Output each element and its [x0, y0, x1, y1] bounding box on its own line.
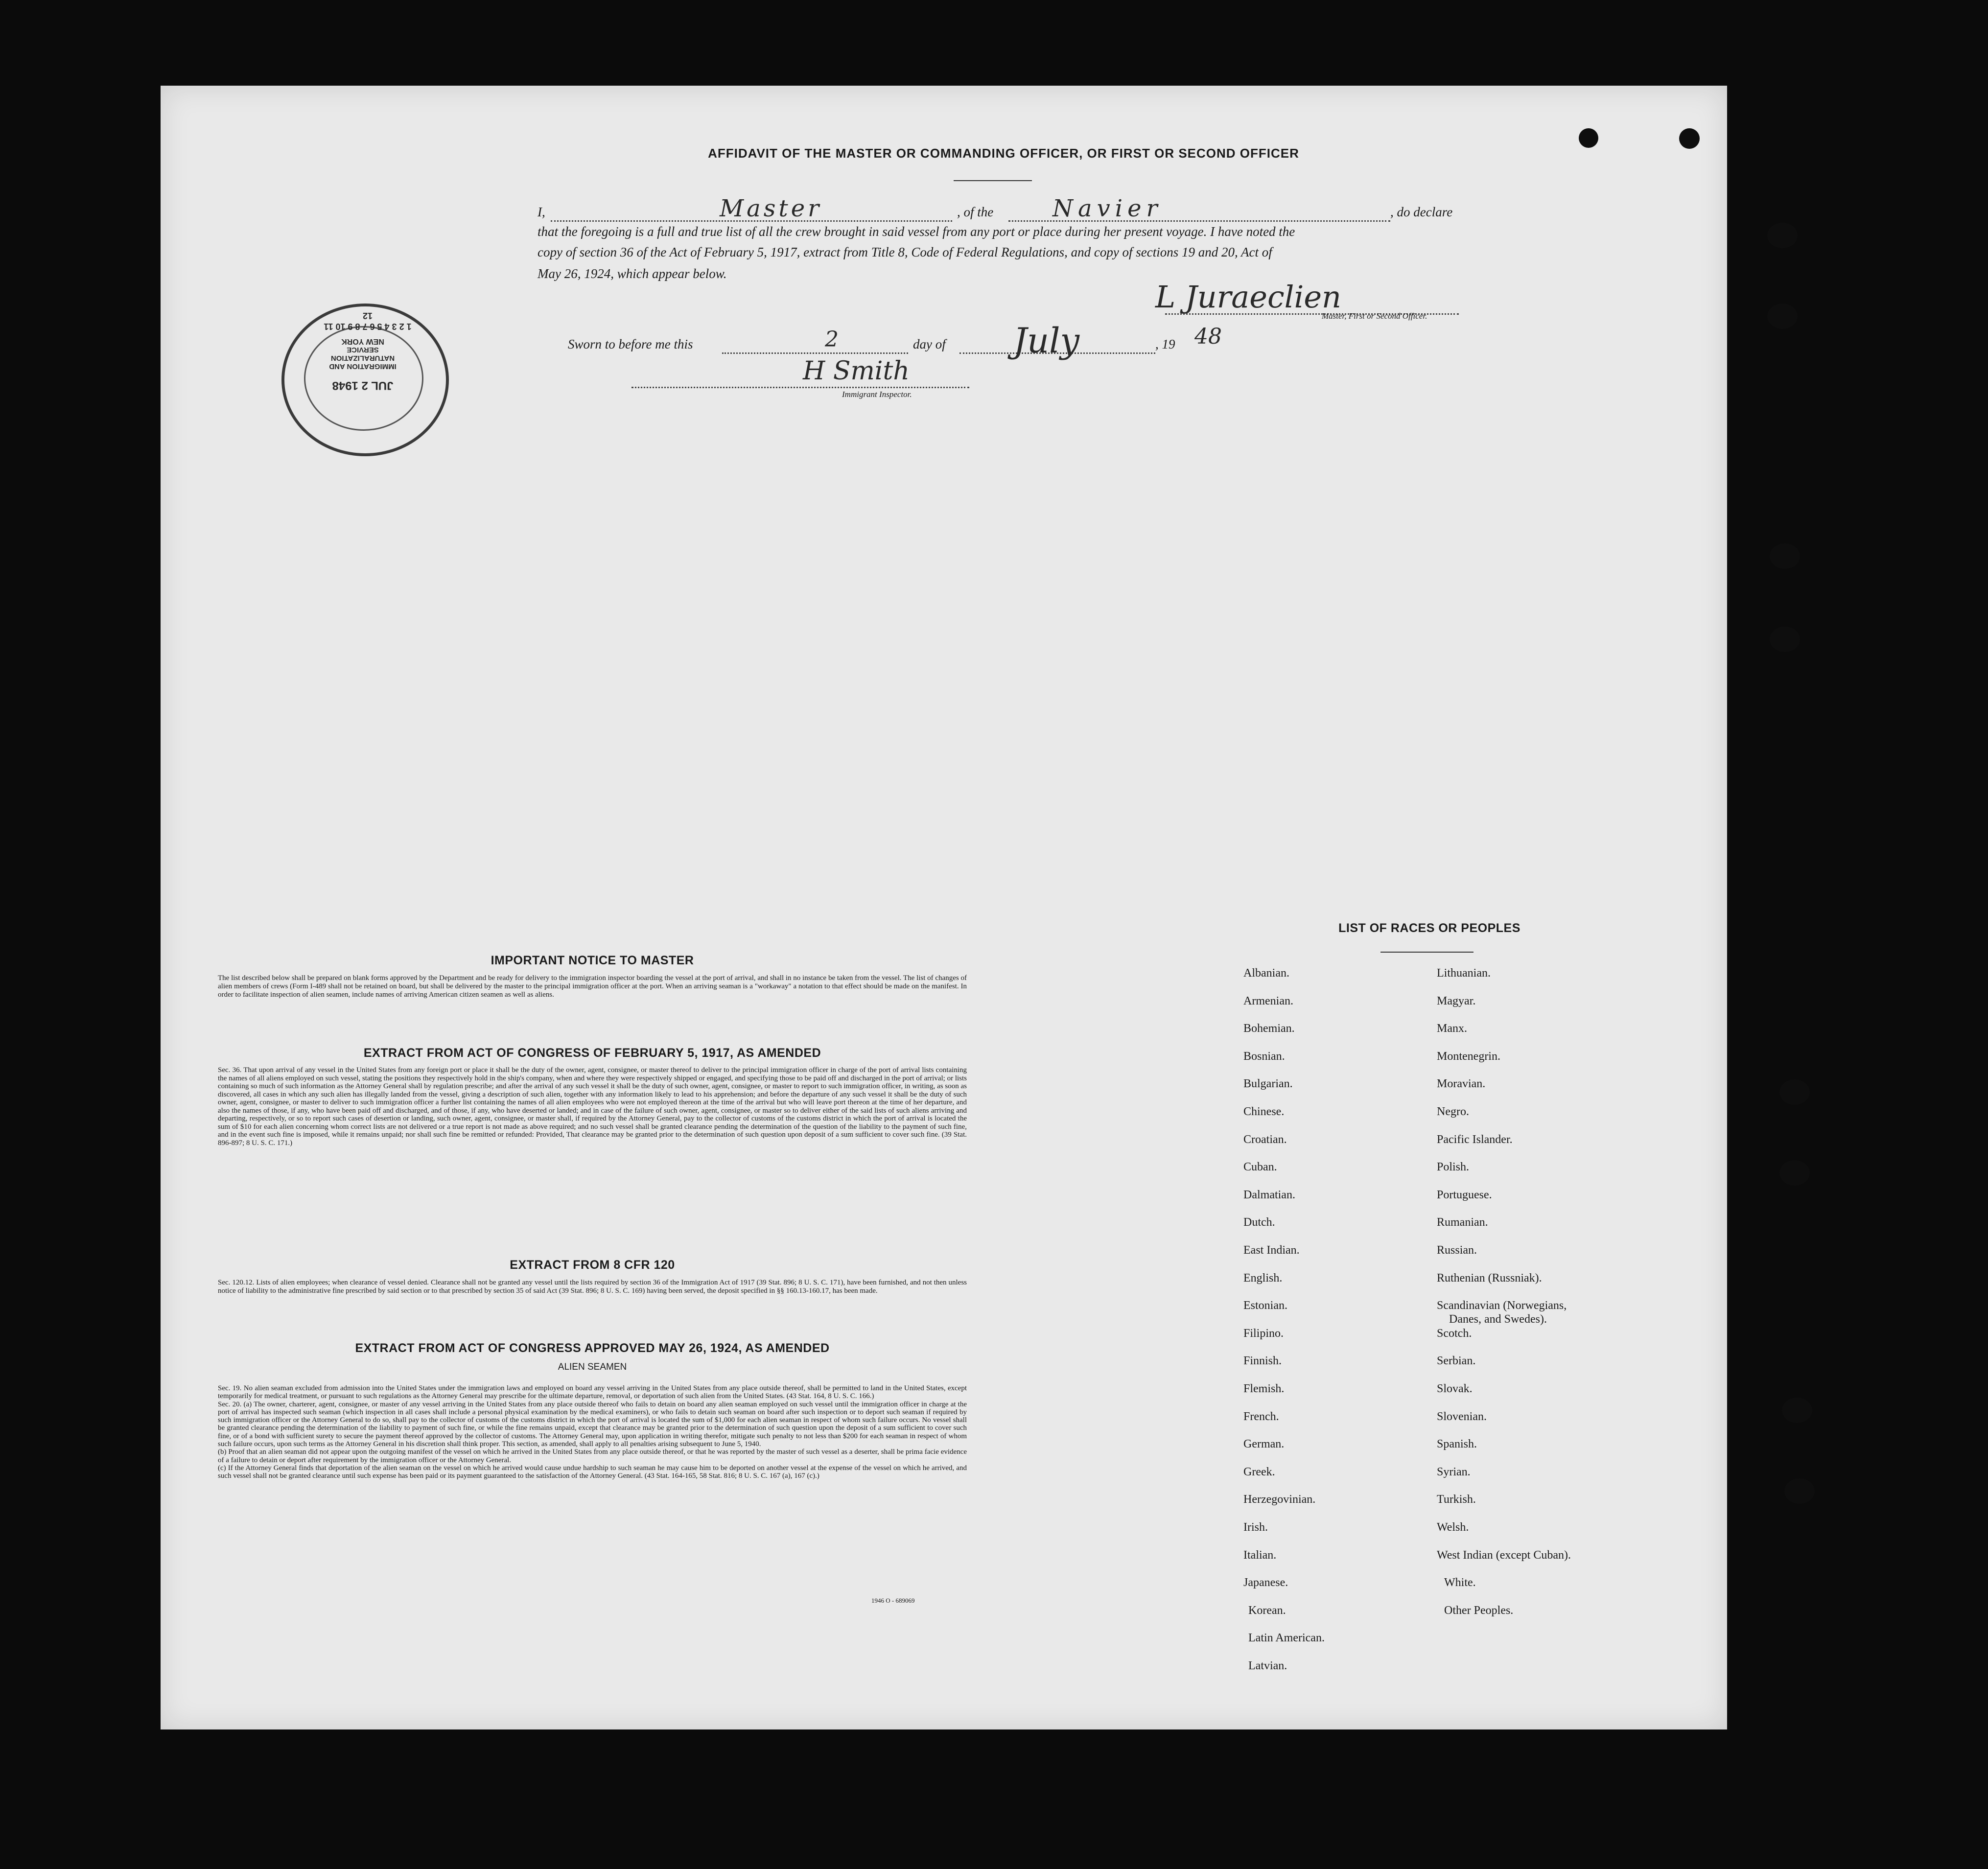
vessel-handwritten: Navier: [1052, 195, 1163, 222]
race-item: Scandinavian (Norwegians,: [1437, 1299, 1567, 1312]
race-item: Dalmatian.: [1243, 1188, 1295, 1201]
race-item: Irish.: [1243, 1521, 1268, 1534]
race-item: East Indian.: [1243, 1244, 1300, 1257]
race-item: Chinese.: [1243, 1105, 1285, 1118]
race-item: Slovak.: [1437, 1382, 1473, 1395]
race-item: German.: [1243, 1438, 1285, 1451]
stamp-ring-numbers: 1 2 3 4 5 6 7 8 9 10 11 12: [324, 311, 412, 331]
extract2-body: Sec. 120.12. Lists of alien employees; when clearance of vessel denied. Clearance shall not be granted any vessel until the lists required by section 36 of the Immigration Act of 1917 (39 Stat. 896; 8 U. S. C. 171), have been furnished, and not then unless notice of liability to the administrative fine prescribed by said section or to that prescribed by section 35 of said Act (39 Stat. 896; 8 U. S. C. 169) having been served, the deposit specified in §§ 160.13-160.17, has been made.: [218, 1279, 967, 1295]
extract1-body: Sec. 36. That upon arrival of any vessel in the United States from any foreign port or place it shall be the duty of the owner, agent, consignee, or master thereof to deliver to the principal immigration officer in charge of the port of arrival lists containing the names of all aliens employed on such vessel, stating the positions they respectively hold in the ship's company, when and where they were respectively shipped or engaged, and specifying those to be paid off and discharged in the port of arrival; or lists containing so much of such information as the Attorney General shall by regulation prescribe; and after the arrival of any such vessel it shall be the duty of such owner, agent, consignee, or master to report to such immigration officer, in writing, as soon as discovered, all cases in which any such alien has illegally landed from the vessel, giving a description of such alien, together with any information likely to lead to his apprehension; and before the departure of any such vessel it shall be the duty of such owner, agent, consignee, or master to deliver to such immigration officer a further list containing the names of all alien employees who were not employed thereon at the time of the arrival but who will leave port thereon at the time of her departure, and also the names of those, if any, who have been paid off and discharged, and of those, if any, who have deserted or landed; and in case of the failure of such owner, agent, consignee, or master so to deliver either of the said lists of such aliens arriving and departing, respectively, or so to report such cases of desertion or landing, such owner, agent, consignee, or master shall, if required by the Attorney General, pay to the collector of customs of the customs district in which the port of arrival is located the sum of $10 for each alien concerning whom correct lists are not delivered or a true report is not made as above required; and no such vessel shall be granted clearance pending the determination of the question of the liability to the payment of such fine, and in the event such fine is imposed, while it remains unpaid; nor shall such fine be remitted or refunded: Provided, That clearance may be granted prior to the determination of such question upon deposit of a sum sufficient to cover such fine. (39 Stat. 896-897; 8 U. S. C. 171.): [218, 1066, 967, 1147]
year-prefix: , 19: [1155, 337, 1175, 351]
punch-hole: [1779, 1079, 1810, 1105]
race-item: Montenegrin.: [1437, 1050, 1500, 1063]
master-signature: L Juraeclien: [1155, 279, 1341, 315]
race-item: Japanese.: [1243, 1576, 1288, 1589]
race-item: Scotch.: [1437, 1327, 1472, 1340]
race-item: Italian.: [1243, 1548, 1277, 1562]
punch-hole: [1784, 1478, 1815, 1504]
race-item: Korean.: [1248, 1604, 1286, 1617]
inspector-signature: H Smith: [803, 356, 910, 386]
declaration-line-3: copy of section 36 of the Act of February 5, 1917, extract from Title 8, Code of Federal Regulations, and copy of sections 19 and 20, Act of: [538, 245, 1272, 259]
race-item: English.: [1243, 1271, 1283, 1285]
sworn-day-line: [722, 352, 908, 354]
punch-hole: [1779, 1160, 1810, 1186]
race-item: Serbian.: [1437, 1355, 1476, 1368]
race-item: Polish.: [1437, 1161, 1470, 1174]
punch-hole: [1767, 223, 1798, 248]
race-item: Latvian.: [1248, 1659, 1287, 1672]
declaration-line-2: that the foregoing is a full and true list of all the crew brought in said vessel from any port or place during her present voyage. I have noted the: [538, 224, 1295, 239]
race-item: Manx.: [1437, 1022, 1467, 1035]
extract2-title: EXTRACT FROM 8 CFR 120: [510, 1258, 675, 1272]
race-item: Rumanian.: [1437, 1216, 1488, 1229]
race-item: Herzegovinian.: [1243, 1493, 1316, 1506]
race-item: Other Peoples.: [1444, 1604, 1514, 1617]
sworn-month-handwritten: July: [1013, 321, 1080, 361]
race-item: Turkish.: [1437, 1493, 1476, 1506]
punch-hole: [1767, 304, 1798, 329]
race-item: White.: [1444, 1576, 1476, 1589]
punch-hole: [1579, 128, 1598, 148]
inspector-signature-line: [631, 387, 969, 388]
of-the-label: , of the: [957, 205, 994, 219]
races-title: LIST OF RACES OR PEOPLES: [1338, 921, 1520, 935]
year-handwritten: 48: [1194, 324, 1222, 349]
print-code: 1946 O - 689069: [871, 1597, 915, 1604]
race-item: Pacific Islander.: [1437, 1133, 1513, 1146]
races-divider: [1380, 952, 1473, 953]
punch-hole: [1770, 627, 1800, 652]
race-item: Bulgarian.: [1243, 1077, 1293, 1091]
race-item: Bohemian.: [1243, 1022, 1295, 1035]
race-item: Negro.: [1437, 1105, 1469, 1118]
race-item: Dutch.: [1243, 1216, 1275, 1229]
stamp-location: NEW YORK: [341, 337, 384, 346]
race-item: Finnish.: [1243, 1355, 1282, 1368]
sworn-day-handwritten: 2: [825, 327, 839, 352]
race-item: Slovenian.: [1437, 1410, 1487, 1423]
declaration-line-4: May 26, 1924, which appear below.: [538, 266, 727, 281]
extract3-body: Sec. 19. No alien seaman excluded from admission into the United States under the immigration laws and employed on board any vessel arriving in the United States from any place outside thereof, shall be permitted to land in the United States, except temporarily for medical treatment, or pursuant to such regulations as the Attorney General may prescribe for the ultimate departure, removal, or deportation of such alien from the United States. (43 Stat. 164, 8 U. S. C. 166.) Sec. 20. (a) The owner, charterer, agent, consignee, or master of any vessel arriving in the United States from any place outside thereof who fails to detain on board any alien seaman employed on such vessel until the immigration officer in charge at the port of arrival has inspected such seaman (which inspection in all cases shall include a personal physical examination by the medical examiners), or who fails to detain such seaman on board after such inspection or to deport such seaman if required by such immigration officer or the Attorney General to do so, shall pay to the collector of customs of the customs district in which the port of arrival is located the sum of $1,000 for each alien seaman in respect of whom such failure occurs. No vessel shall be granted clearance pending the determination of the liability to payment of such fine, or while the fine remains unpaid, except that clearance may be granted prior to the determination of such question upon the deposit of a sum sufficient to cover such fine, or of a bond with sufficient surety to secure the payment thereof approved by the collector of customs. The Attorney General may, upon application in writing therefor, mitigate such penalty to not less than $200 for each seaman in respect of whom such failure occurs, upon such terms as the Attorney General in his discretion shall think proper. This section, as amended, shall apply to all penalties arising subsequent to June 5, 1940. (b) Proof that an alien seaman did not appear upon the outgoing manifest of the vessel on which he arrived in the United States from any place outside thereof, or that he was reported by the master of such vessel as a deserter, shall be prima facie evidence of a failure to detain or deport after requirement by the immigration officer or the Attorney General. (c) If the Attorney General finds that deportation of the alien seaman on the vessel on which he arrived would cause undue hardship to such seaman he may cause him to be deported on another vessel at the expense of the vessel on which he arrived, and such vessel shall not be granted clearance until such expense has been paid or its payment guaranteed to the satisfaction of the Attorney General. (43 Stat. 164-165, 58 Stat. 816; 8 U. S. C. 167 (a), 167 (c).): [218, 1384, 967, 1480]
race-item: Cuban.: [1243, 1161, 1277, 1174]
race-item: Spanish.: [1437, 1438, 1477, 1451]
race-item: West Indian (except Cuban).: [1437, 1548, 1571, 1562]
extract3-subtitle: ALIEN SEAMEN: [558, 1362, 627, 1372]
race-item: Albanian.: [1243, 967, 1289, 980]
extract1-title: EXTRACT FROM ACT OF CONGRESS OF FEBRUARY 5, 1917, AS AMENDED: [363, 1046, 821, 1060]
race-item: Syrian.: [1437, 1465, 1471, 1478]
affidavit-title: AFFIDAVIT OF THE MASTER OR COMMANDING OFFICER, OR FIRST OR SECOND OFFICER: [708, 146, 1299, 161]
race-item: Croatian.: [1243, 1133, 1287, 1146]
day-of-label: day of: [913, 337, 946, 351]
race-item: French.: [1243, 1410, 1279, 1423]
inspector-caption: Immigrant Inspector.: [842, 390, 912, 399]
race-item: Danes, and Swedes).: [1449, 1313, 1547, 1326]
notice-title: IMPORTANT NOTICE TO MASTER: [491, 954, 694, 967]
declaration-prefix: I,: [538, 205, 545, 219]
immigration-date-stamp: [281, 304, 449, 456]
do-declare-label: , do declare: [1390, 205, 1453, 219]
race-item: Ruthenian (Russniak).: [1437, 1271, 1542, 1285]
race-item: Armenian.: [1243, 994, 1293, 1007]
race-item: Welsh.: [1437, 1521, 1469, 1534]
title-divider: [954, 180, 1032, 181]
race-item: Bosnian.: [1243, 1050, 1285, 1063]
officer-handwritten: Master: [720, 195, 822, 222]
sworn-label: Sworn to before me this: [568, 337, 693, 351]
stamp-date: JUL 2 1948: [332, 379, 394, 392]
notice-body: The list described below shall be prepared on blank forms approved by the Department and be ready for delivery to the immigration inspector boarding the vessel at the port of arrival, and shall in no instance be taken from the vessel. The list of changes of alien members of crews (Form I-489 shall not be retained on board, but shall be delivered by the master to the principal immigration officer at the port. When an arriving seaman is a "workaway" a notation to that effect should be made on the manifest. In order to facilitate inspection of alien seamen, include names of arriving American citizen seamen as well as aliens.: [218, 974, 967, 999]
race-item: Russian.: [1437, 1244, 1477, 1257]
race-item: Magyar.: [1437, 994, 1476, 1007]
race-item: Moravian.: [1437, 1077, 1486, 1091]
master-caption: Master, First or Second Officer.: [1322, 311, 1427, 321]
race-item: Flemish.: [1243, 1382, 1285, 1395]
race-item: Filipino.: [1243, 1327, 1284, 1340]
race-item: Lithuanian.: [1437, 967, 1491, 980]
punch-hole: [1679, 128, 1700, 149]
punch-hole: [1770, 543, 1800, 569]
race-item: Greek.: [1243, 1465, 1275, 1478]
race-item: Latin American.: [1248, 1632, 1325, 1645]
punch-hole: [1782, 1398, 1812, 1423]
race-item: Estonian.: [1243, 1299, 1287, 1312]
extract3-title: EXTRACT FROM ACT OF CONGRESS APPROVED MAY 26, 1924, AS AMENDED: [355, 1341, 830, 1355]
race-item: Portuguese.: [1437, 1188, 1492, 1201]
stamp-agency: IMMIGRATION AND NATURALIZATION SERVICE: [329, 346, 397, 371]
